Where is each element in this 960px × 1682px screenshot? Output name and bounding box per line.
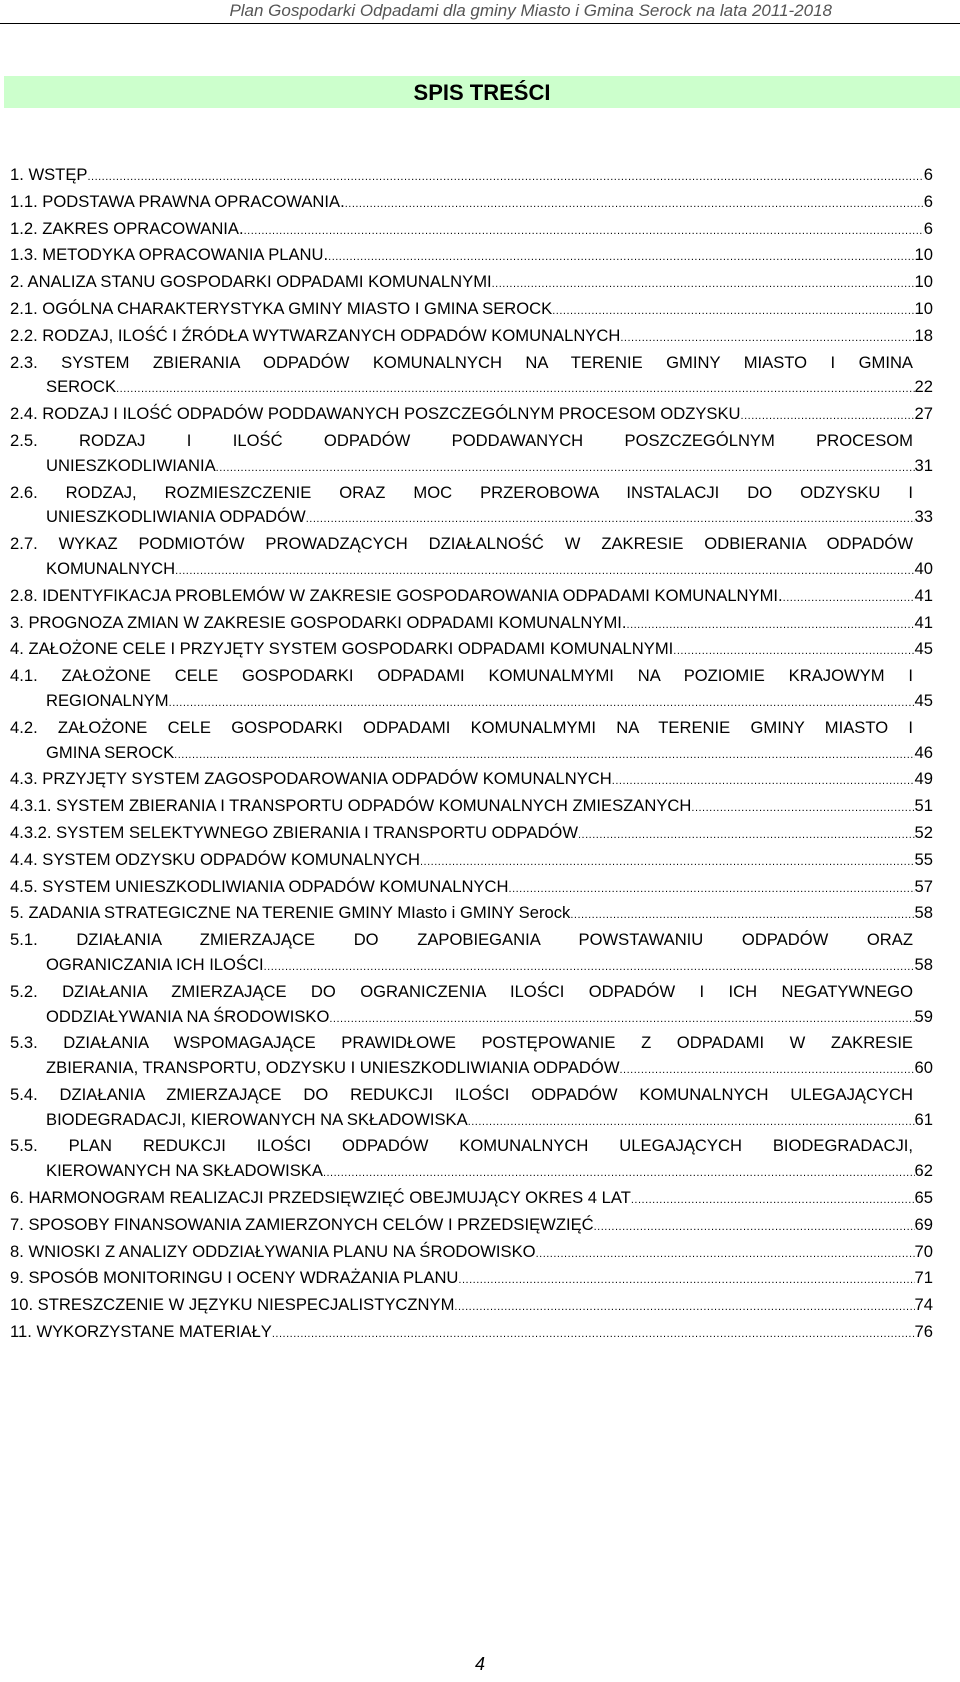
- toc-entry-page-number: 62: [914, 1161, 933, 1181]
- toc-entry-row: [10, 454, 933, 481]
- toc-entry-page-number: 6: [923, 191, 933, 211]
- toc-entry[interactable]: [10, 848, 933, 875]
- toc-entry-page-number: 71: [914, 1268, 933, 1288]
- toc-entry[interactable]: [10, 1240, 933, 1267]
- toc-entry-row: [10, 848, 933, 875]
- toc-entry-label: UNIESZKODLIWIANIA: [46, 455, 216, 475]
- toc-dot-leader: [492, 272, 915, 297]
- toc-dot-leader: [509, 877, 915, 902]
- toc-entry-page-number: 61: [914, 1109, 933, 1129]
- toc-dot-leader: [631, 1188, 915, 1213]
- toc-dot-leader: [244, 219, 924, 244]
- toc-entry-page-number: 10: [914, 298, 933, 318]
- toc-entry[interactable]: [10, 875, 933, 902]
- toc-entry-row: [10, 767, 933, 794]
- toc-entry-row: [10, 1320, 933, 1347]
- toc-entry-label: 4.4. SYSTEM ODZYSKU ODPADÓW KOMUNALNYCH: [10, 849, 420, 869]
- toc-entry[interactable]: [10, 190, 933, 217]
- toc-entry[interactable]: [10, 1213, 933, 1240]
- toc-entry[interactable]: [10, 243, 933, 270]
- toc-entry-page-number: 22: [914, 377, 933, 397]
- toc-entry-page-number: 58: [914, 903, 933, 923]
- toc-entry-label: 6. HARMONOGRAM REALIZACJI PRZEDSIĘWZIĘĆ OBEJMUJĄCY OKRES 4 LAT: [10, 1188, 631, 1208]
- toc-entry[interactable]: [10, 928, 933, 980]
- toc-entry-row: [10, 1213, 933, 1240]
- toc-entry-row: [10, 1266, 933, 1293]
- toc-entry-row: [10, 689, 933, 716]
- toc-entry-label: 4. ZAŁOŻONE CELE I PRZYJĘTY SYSTEM GOSPODARKI ODPADAMI KOMUNALNYMI: [10, 639, 674, 659]
- toc-entry-page-number: 49: [914, 769, 933, 789]
- toc-entry-label: 7. SPOSOBY FINANSOWANIA ZAMIERZONYCH CELÓW I PRZEDSIĘWZIĘĆ: [10, 1214, 594, 1234]
- toc-entry[interactable]: [10, 821, 933, 848]
- toc-entry-title-line: 2.7. WYKAZ PODMIOTÓW PROWADZĄCYCH DZIAŁALNOŚĆ W ZAKRESIE ODBIERANIA ODPADÓW: [10, 534, 913, 554]
- toc-entry[interactable]: [10, 637, 933, 664]
- toc-entry-page-number: 41: [914, 585, 933, 605]
- toc-dot-leader: [174, 743, 914, 768]
- toc-entry-page-number: 52: [914, 822, 933, 842]
- toc-dot-leader: [627, 613, 915, 638]
- toc-entry[interactable]: [10, 664, 933, 716]
- toc-entry-page-number: 27: [914, 404, 933, 424]
- toc-entry-row: [10, 270, 933, 297]
- toc-entry-label: GMINA SEROCK: [46, 742, 175, 762]
- toc-dot-leader: [454, 1295, 914, 1320]
- toc-entry-row: [10, 190, 933, 217]
- toc-entry[interactable]: [10, 767, 933, 794]
- toc-dot-leader: [612, 769, 915, 794]
- toc-dot-leader: [468, 1110, 915, 1135]
- toc-entry[interactable]: [10, 1266, 933, 1293]
- toc-title: SPIS TREŚCI: [413, 80, 551, 105]
- toc-entry-row: [10, 1186, 933, 1213]
- toc-title-band: [4, 76, 960, 108]
- toc-entry-row: [10, 794, 933, 821]
- toc-entry[interactable]: [10, 1031, 933, 1083]
- toc-entry-label: UNIESZKODLIWIANIA ODPADÓW: [46, 507, 306, 527]
- toc-entry-row: [10, 402, 933, 429]
- toc-entry-page-number: 57: [914, 876, 933, 896]
- toc-entry-title-line: 5.2. DZIAŁANIA ZMIERZAJĄCE DO OGRANICZENIA ILOŚCI ODPADÓW I ICH NEGATYWNEGO: [10, 981, 913, 1001]
- toc-entry-row: [10, 821, 933, 848]
- toc-entry-title-line: 5.4. DZIAŁANIA ZMIERZAJĄCE DO REDUKCJI ILOŚCI ODPADÓW KOMUNALNYCH ULEGAJĄCYCH: [10, 1084, 913, 1104]
- toc-entry-page-number: 58: [914, 954, 933, 974]
- toc-entry[interactable]: [10, 1134, 933, 1186]
- toc-dot-leader: [420, 850, 915, 875]
- toc-entry[interactable]: [10, 532, 933, 584]
- toc-entry-title-line: 4.1. ZAŁOŻONE CELE GOSPODARKI ODPADAMI KOMUNALMYMI NA POZIOMIE KRAJOWYM I: [10, 666, 913, 686]
- toc-dot-leader: [741, 404, 915, 429]
- toc-dot-leader: [578, 823, 915, 848]
- toc-entry-label: ODDZIAŁYWANIA NA ŚRODOWISKO: [46, 1006, 330, 1026]
- toc-entry-label: 4.3.2. SYSTEM SELEKTYWNEGO ZBIERANIA I TRANSPORTU ODPADÓW: [10, 822, 578, 842]
- toc-dot-leader: [216, 456, 915, 481]
- toc-entry-row: [10, 637, 933, 664]
- toc-entry-label: 4.5. SYSTEM UNIESZKODLIWIANIA ODPADÓW KOMUNALNYCH: [10, 876, 509, 896]
- toc-entry-page-number: 51: [914, 796, 933, 816]
- toc-dot-leader: [87, 165, 923, 190]
- toc-entry-page-number: 69: [914, 1214, 933, 1234]
- toc-entry-page-number: 33: [914, 507, 933, 527]
- toc-dot-leader: [570, 903, 914, 928]
- toc-entry[interactable]: [10, 217, 933, 244]
- toc-entry-title-line: 5.3. DZIAŁANIA WSPOMAGAJĄCE PRAWIDŁOWE POSTĘPOWANIE Z ODPADAMI W ZAKRESIE: [10, 1033, 913, 1053]
- toc-entry-row: [10, 505, 933, 532]
- toc-entry[interactable]: [10, 901, 933, 928]
- toc-dot-leader: [116, 377, 914, 402]
- toc-entry-row: [10, 1293, 933, 1320]
- toc-entry-label: 1.2. ZAKRES OPRACOWANIA.: [10, 218, 244, 238]
- toc-entry-label: OGRANICZANIA ICH ILOŚCI: [46, 954, 264, 974]
- toc-entry-title-line: 2.6. RODZAJ, ROZMIESZCZENIE ORAZ MOC PRZEROBOWA INSTALACJI DO ODZYSKU I: [10, 482, 913, 502]
- toc-entry-row: [10, 324, 933, 351]
- toc-entry[interactable]: [10, 402, 933, 429]
- toc-entry-row: [10, 1005, 933, 1032]
- toc-dot-leader: [620, 1058, 915, 1083]
- toc-entry-label: ZBIERANIA, TRANSPORTU, ODZYSKU I UNIESZKODLIWIANIA ODPADÓW: [46, 1058, 620, 1078]
- toc-dot-leader: [272, 1322, 915, 1347]
- toc-entry-label: KOMUNALNYCH: [46, 558, 176, 578]
- toc-entry-page-number: 31: [914, 455, 933, 475]
- toc-entry-title-line: 5.1. DZIAŁANIA ZMIERZAJĄCE DO ZAPOBIEGANIA POWSTAWANIU ODPADÓW ORAZ: [10, 930, 913, 950]
- toc-entry-label: 8. WNIOSKI Z ANALIZY ODDZIAŁYWANIA PLANU NA ŚRODOWISKO: [10, 1241, 536, 1261]
- toc-entry-page-number: 10: [914, 272, 933, 292]
- toc-dot-leader: [620, 326, 914, 351]
- toc-dot-leader: [329, 1007, 914, 1032]
- toc-entry-row: [10, 217, 933, 244]
- toc-entry-label: 2. ANALIZA STANU GOSPODARKI ODPADAMI KOMUNALNYMI: [10, 272, 492, 292]
- toc-entry-title-line: 4.2. ZAŁOŻONE CELE GOSPODARKI ODPADAMI KOMUNALMYMI NA TERENIE GMINY MIASTO I: [10, 717, 913, 737]
- toc-entry-label: 4.3.1. SYSTEM ZBIERANIA I TRANSPORTU ODPADÓW KOMUNALNYCH ZMIESZANYCH: [10, 796, 692, 816]
- toc-entry-row: [10, 1108, 933, 1135]
- toc-dot-leader: [323, 1161, 915, 1186]
- toc-entry-title-line: 2.5. RODZAJ I ILOŚĆ ODPADÓW PODDAWANYCH POSZCZEGÓLNYM PROCESOM: [10, 430, 913, 450]
- toc-dot-leader: [169, 691, 915, 716]
- toc-entry-page-number: 45: [914, 639, 933, 659]
- toc-entry[interactable]: [10, 270, 933, 297]
- toc-entry-row: [10, 741, 933, 768]
- toc-entry-page-number: 59: [914, 1006, 933, 1026]
- page-number: 4: [474, 1654, 485, 1674]
- toc-entry-page-number: 65: [914, 1188, 933, 1208]
- toc-entry-page-number: 6: [923, 218, 933, 238]
- toc-entry-page-number: 10: [914, 245, 933, 265]
- toc-entry[interactable]: [10, 163, 933, 190]
- toc-entry-label: SEROCK: [46, 377, 117, 397]
- toc-entry-title-line: 2.3. SYSTEM ZBIERANIA ODPADÓW KOMUNALNYCH NA TERENIE GMINY MIASTO I GMINA: [10, 352, 913, 372]
- toc-entry-row: [10, 611, 933, 638]
- toc-entry[interactable]: [10, 351, 933, 403]
- toc-entry-row: [10, 1240, 933, 1267]
- toc-entry-row: [10, 1056, 933, 1083]
- toc-entry[interactable]: [10, 1186, 933, 1213]
- toc-entry-label: 1.1. PODSTAWA PRAWNA OPRACOWANIA.: [10, 191, 345, 211]
- toc-entry-page-number: 45: [914, 690, 933, 710]
- toc-entry-page-number: 55: [914, 849, 933, 869]
- running-header-title: Plan Gospodarki Odpadami dla gminy Miasto i Gmina Serock na lata 2011-2018: [229, 1, 832, 20]
- toc-entry-label: BIODEGRADACJI, KIEROWANYCH NA SKŁADOWISKA: [46, 1109, 468, 1129]
- toc-entry-label: 1. WSTĘP: [10, 165, 88, 184]
- toc-dot-leader: [306, 507, 915, 532]
- toc-entry[interactable]: [10, 611, 933, 638]
- toc-entry[interactable]: [10, 716, 933, 768]
- toc-entry-label: 2.2. RODZAJ, ILOŚĆ I ŹRÓDŁA WYTWARZANYCH ODPADÓW KOMUNALNYCH: [10, 325, 621, 345]
- toc-entry[interactable]: [10, 1293, 933, 1320]
- toc-entry[interactable]: [10, 429, 933, 481]
- toc-entry[interactable]: [10, 1320, 933, 1347]
- toc-entry-page-number: 40: [914, 558, 933, 578]
- toc-entry[interactable]: [10, 980, 933, 1032]
- toc-entry-label: 10. STRESZCZENIE W JĘZYKU NIESPECJALISTYCZNYM: [10, 1295, 455, 1315]
- toc-entry-row: [10, 243, 933, 270]
- toc-entry-row: [10, 297, 933, 324]
- toc-dot-leader: [536, 1242, 915, 1267]
- toc-entry-page-number: 18: [914, 325, 933, 345]
- toc-dot-leader: [673, 639, 914, 664]
- toc-entry-row: [10, 901, 933, 928]
- toc-entry-label: 5. ZADANIA STRATEGICZNE NA TERENIE GMINY MIasto i GMINY Serock: [10, 903, 571, 923]
- toc-dot-leader: [458, 1268, 914, 1293]
- toc-entry[interactable]: [10, 297, 933, 324]
- running-header: [0, 0, 960, 24]
- toc-entry[interactable]: [10, 1083, 933, 1135]
- toc-dot-leader: [328, 245, 914, 270]
- toc-entry-page-number: 41: [914, 612, 933, 632]
- toc-dot-leader: [552, 299, 914, 324]
- toc-entry-page-number: 74: [914, 1295, 933, 1315]
- toc-entry[interactable]: [10, 584, 933, 611]
- toc-entry-label: REGIONALNYM: [46, 690, 169, 710]
- toc-dot-leader: [783, 586, 915, 611]
- toc-dot-leader: [345, 192, 924, 217]
- toc-entry-title-line: 5.5. PLAN REDUKCJI ILOŚCI ODPADÓW KOMUNALNYCH ULEGAJĄCYCH BIODEGRADACJI,: [10, 1136, 913, 1156]
- toc-entry-label: 2.4. RODZAJ I ILOŚĆ ODPADÓW PODDAWANYCH POSZCZEGÓLNYM PROCESOM ODZYSKU: [10, 404, 741, 424]
- toc-entry-page-number: 76: [914, 1322, 933, 1342]
- toc-dot-leader: [264, 955, 915, 980]
- toc-dot-leader: [691, 796, 914, 821]
- toc-entry-page-number: 60: [914, 1058, 933, 1078]
- toc-entry-label: 2.8. IDENTYFIKACJA PROBLEMÓW W ZAKRESIE GOSPODAROWANIA ODPADAMI KOMUNALNYMI.: [10, 585, 783, 605]
- toc-entry-label: 4.3. PRZYJĘTY SYSTEM ZAGOSPODAROWANIA ODPADÓW KOMUNALNYCH: [10, 769, 612, 789]
- toc-entry-label: 9. SPOSÓB MONITORINGU I OCENY WDRAŻANIA PLANU: [10, 1268, 459, 1288]
- toc-entry-row: [10, 584, 933, 611]
- toc-dot-leader: [175, 559, 914, 584]
- toc-entry-page-number: 46: [914, 742, 933, 762]
- toc-entry-row: [10, 375, 933, 402]
- toc-entry-page-number: 6: [923, 165, 933, 184]
- toc-entry-row: [10, 875, 933, 902]
- toc-entry-page-number: 70: [914, 1241, 933, 1261]
- toc-entry-row: [10, 557, 933, 584]
- toc-entry-row: [10, 163, 933, 190]
- toc-entry-label: 1.3. METODYKA OPRACOWANIA PLANU.: [10, 245, 329, 265]
- toc-entry-label: 2.1. OGÓLNA CHARAKTERYSTYKA GMINY MIASTO I GMINA SEROCK: [10, 298, 553, 318]
- table-of-contents: [10, 163, 933, 1347]
- toc-entry-label: KIEROWANYCH NA SKŁADOWISKA: [46, 1161, 323, 1181]
- toc-entry-label: 11. WYKORZYSTANE MATERIAŁY: [10, 1322, 272, 1342]
- toc-entry[interactable]: [10, 794, 933, 821]
- toc-entry-row: [10, 953, 933, 980]
- toc-entry-row: [10, 1159, 933, 1186]
- toc-entry-label: 3. PROGNOZA ZMIAN W ZAKRESIE GOSPODARKI ODPADAMI KOMUNALNYMI.: [10, 612, 627, 632]
- toc-entry[interactable]: [10, 481, 933, 533]
- toc-dot-leader: [594, 1215, 915, 1240]
- toc-entry[interactable]: [10, 324, 933, 351]
